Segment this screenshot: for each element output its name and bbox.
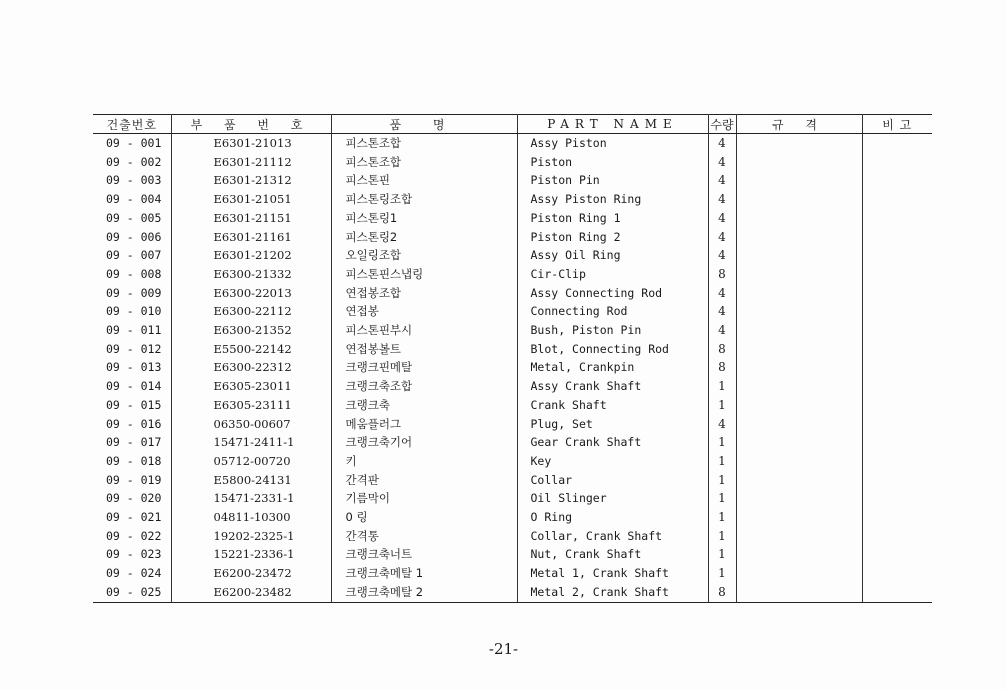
korean-name-cell: 피스톤링조합 [331,190,517,209]
table-header-row [93,115,932,134]
part-no-cell: E6305-23111 [171,396,331,415]
part-name-cell: Collar [517,471,708,490]
spec-cell [736,583,862,602]
part-no-cell: E6300-22112 [171,302,331,321]
part-no-cell: E6305-23011 [171,377,331,396]
korean-name-cell: 0 링 [331,508,517,527]
table-row [93,508,932,527]
table-row [93,153,932,172]
part-name-cell: Key [517,452,708,471]
ref-no-cell: 09 - 017 [93,433,171,452]
spec-cell [736,377,862,396]
part-no-cell: E6301-21151 [171,209,331,228]
part-name-cell: Metal 2, Crank Shaft [517,583,708,602]
spec-cell [736,415,862,434]
qty-cell: 1 [708,377,736,396]
part-no-cell: E6300-21352 [171,321,331,340]
spec-cell [736,321,862,340]
table-row [93,452,932,471]
qty-cell: 1 [708,545,736,564]
header-part-no: 부 품 번 호 [171,115,331,134]
qty-cell: 1 [708,489,736,508]
table-row [93,134,932,153]
korean-name-cell: 메움플러그 [331,415,517,434]
ref-no-cell: 09 - 011 [93,321,171,340]
header-note: 비 고 [862,115,932,134]
table-row [93,583,932,602]
spec-cell [736,134,862,153]
note-cell [862,396,932,415]
part-name-cell: Connecting Rod [517,302,708,321]
korean-name-cell: 키 [331,452,517,471]
table-row [93,415,932,434]
qty-cell: 1 [708,433,736,452]
part-no-cell: E6301-21112 [171,153,331,172]
part-no-cell: 04811-10300 [171,508,331,527]
korean-name-cell: 크랭크핀메탈 [331,358,517,377]
qty-cell: 4 [708,209,736,228]
part-no-cell: E5500-22142 [171,340,331,359]
spec-cell [736,209,862,228]
note-cell [862,564,932,583]
ref-no-cell: 09 - 007 [93,246,171,265]
spec-cell [736,358,862,377]
ref-no-cell: 09 - 010 [93,302,171,321]
part-no-cell: E6301-21161 [171,228,331,247]
spec-cell [736,171,862,190]
part-no-cell: 06350-00607 [171,415,331,434]
korean-name-cell: 오일링조합 [331,246,517,265]
part-no-cell: E6200-23482 [171,583,331,602]
table-row [93,321,932,340]
table-row [93,471,932,490]
part-name-cell: Plug, Set [517,415,708,434]
part-no-cell: 19202-2325-1 [171,527,331,546]
note-cell [862,415,932,434]
ref-no-cell: 09 - 014 [93,377,171,396]
korean-name-cell: 피스톤핀 [331,171,517,190]
header-ref-no: 건출번호 [93,115,171,134]
korean-name-cell: 연접봉조합 [331,284,517,303]
korean-name-cell: 간격통 [331,527,517,546]
table-row [93,171,932,190]
spec-cell [736,527,862,546]
korean-name-cell: 연접봉 [331,302,517,321]
note-cell [862,228,932,247]
part-no-cell: E6300-22013 [171,284,331,303]
spec-cell [736,284,862,303]
qty-cell: 1 [708,527,736,546]
qty-cell: 8 [708,358,736,377]
part-name-cell: Crank Shaft [517,396,708,415]
note-cell [862,377,932,396]
table-row [93,246,932,265]
ref-no-cell: 09 - 002 [93,153,171,172]
table-row [93,209,932,228]
ref-no-cell: 09 - 022 [93,527,171,546]
ref-no-cell: 09 - 016 [93,415,171,434]
part-name-cell: Cir-Clip [517,265,708,284]
part-no-cell: 05712-00720 [171,452,331,471]
korean-name-cell: 피스톤핀스냅링 [331,265,517,284]
korean-name-cell: 크랭크축메탈 1 [331,564,517,583]
part-name-cell: Assy Crank Shaft [517,377,708,396]
part-name-cell: Blot, Connecting Rod [517,340,708,359]
ref-no-cell: 09 - 025 [93,583,171,602]
qty-cell: 4 [708,190,736,209]
korean-name-cell: 크랭크축메탈 2 [331,583,517,602]
spec-cell [736,489,862,508]
korean-name-cell: 크랭크축 [331,396,517,415]
part-name-cell: Assy Connecting Rod [517,284,708,303]
ref-no-cell: 09 - 009 [93,284,171,303]
part-name-cell: Nut, Crank Shaft [517,545,708,564]
note-cell [862,527,932,546]
qty-cell: 4 [708,246,736,265]
part-name-cell: Piston Ring 1 [517,209,708,228]
note-cell [862,489,932,508]
header-qty: 수량 [708,115,736,134]
korean-name-cell: 크랭크축기어 [331,433,517,452]
spec-cell [736,433,862,452]
qty-cell: 4 [708,321,736,340]
note-cell [862,508,932,527]
note-cell [862,433,932,452]
header-korean-name: 품 명 [331,115,517,134]
table-row [93,564,932,583]
qty-cell: 4 [708,302,736,321]
spec-cell [736,302,862,321]
ref-no-cell: 09 - 018 [93,452,171,471]
qty-cell: 4 [708,171,736,190]
qty-cell: 8 [708,265,736,284]
spec-cell [736,190,862,209]
ref-no-cell: 09 - 013 [93,358,171,377]
table-body [93,134,932,603]
part-no-cell: 15221-2336-1 [171,545,331,564]
korean-name-cell: 피스톤링2 [331,228,517,247]
ref-no-cell: 09 - 004 [93,190,171,209]
qty-cell: 1 [708,452,736,471]
ref-no-cell: 09 - 012 [93,340,171,359]
qty-cell: 4 [708,153,736,172]
ref-no-cell: 09 - 024 [93,564,171,583]
spec-cell [736,396,862,415]
part-no-cell: E6300-21332 [171,265,331,284]
part-name-cell: Piston Ring 2 [517,228,708,247]
spec-cell [736,153,862,172]
korean-name-cell: 피스톤핀부시 [331,321,517,340]
note-cell [862,340,932,359]
ref-no-cell: 09 - 019 [93,471,171,490]
part-name-cell: Piston Pin [517,171,708,190]
note-cell [862,134,932,153]
note-cell [862,171,932,190]
table-row [93,302,932,321]
part-name-cell: Oil Slinger [517,489,708,508]
korean-name-cell: 연접봉볼트 [331,340,517,359]
qty-cell: 4 [708,284,736,303]
part-name-cell: Metal 1, Crank Shaft [517,564,708,583]
part-name-cell: Assy Oil Ring [517,246,708,265]
part-no-cell: 15471-2411-1 [171,433,331,452]
spec-cell [736,471,862,490]
part-no-cell: E6301-21051 [171,190,331,209]
korean-name-cell: 크랭크축너트 [331,545,517,564]
spec-cell [736,452,862,471]
header-spec: 규 격 [736,115,862,134]
note-cell [862,545,932,564]
qty-cell: 8 [708,340,736,359]
korean-name-cell: 간격판 [331,471,517,490]
note-cell [862,209,932,228]
qty-cell: 4 [708,228,736,247]
qty-cell: 4 [708,134,736,153]
table-row [93,265,932,284]
spec-cell [736,265,862,284]
ref-no-cell: 09 - 021 [93,508,171,527]
part-no-cell: E6301-21013 [171,134,331,153]
header-part-name: PART NAME [517,115,708,134]
part-no-cell: E5800-24131 [171,471,331,490]
ref-no-cell: 09 - 023 [93,545,171,564]
part-name-cell: Bush, Piston Pin [517,321,708,340]
table-row [93,284,932,303]
ref-no-cell: 09 - 005 [93,209,171,228]
qty-cell: 1 [708,471,736,490]
part-no-cell: E6301-21202 [171,246,331,265]
spec-cell [736,228,862,247]
note-cell [862,452,932,471]
part-name-cell: Gear Crank Shaft [517,433,708,452]
table-row [93,377,932,396]
korean-name-cell: 기름막이 [331,489,517,508]
note-cell [862,190,932,209]
ref-no-cell: 09 - 015 [93,396,171,415]
table-row [93,433,932,452]
note-cell [862,153,932,172]
note-cell [862,302,932,321]
ref-no-cell: 09 - 003 [93,171,171,190]
table-row [93,358,932,377]
qty-cell: 1 [708,396,736,415]
note-cell [862,358,932,377]
spec-cell [736,545,862,564]
part-name-cell: Assy Piston [517,134,708,153]
korean-name-cell: 피스톤조합 [331,153,517,172]
parts-list-table [93,114,932,603]
page-number: -21- [488,640,519,658]
ref-no-cell: 09 - 008 [93,265,171,284]
part-name-cell: Piston [517,153,708,172]
table-row [93,190,932,209]
part-no-cell: E6300-22312 [171,358,331,377]
ref-no-cell: 09 - 001 [93,134,171,153]
note-cell [862,284,932,303]
part-name-cell: Assy Piston Ring [517,190,708,209]
korean-name-cell: 피스톤링1 [331,209,517,228]
qty-cell: 4 [708,415,736,434]
ref-no-cell: 09 - 006 [93,228,171,247]
table-row [93,545,932,564]
korean-name-cell: 피스톤조합 [331,134,517,153]
korean-name-cell: 크랭크축조합 [331,377,517,396]
ref-no-cell: 09 - 020 [93,489,171,508]
part-name-cell: Collar, Crank Shaft [517,527,708,546]
part-name-cell: O Ring [517,508,708,527]
note-cell [862,265,932,284]
table-row [93,527,932,546]
qty-cell: 1 [708,508,736,527]
note-cell [862,583,932,602]
table-row [93,228,932,247]
part-no-cell: E6200-23472 [171,564,331,583]
note-cell [862,246,932,265]
qty-cell: 1 [708,564,736,583]
table-row [93,396,932,415]
part-no-cell: 15471-2331-1 [171,489,331,508]
note-cell [862,471,932,490]
table-row [93,489,932,508]
spec-cell [736,246,862,265]
spec-cell [736,564,862,583]
part-name-cell: Metal, Crankpin [517,358,708,377]
spec-cell [736,508,862,527]
qty-cell: 8 [708,583,736,602]
spec-cell [736,340,862,359]
note-cell [862,321,932,340]
part-no-cell: E6301-21312 [171,171,331,190]
table-row [93,340,932,359]
